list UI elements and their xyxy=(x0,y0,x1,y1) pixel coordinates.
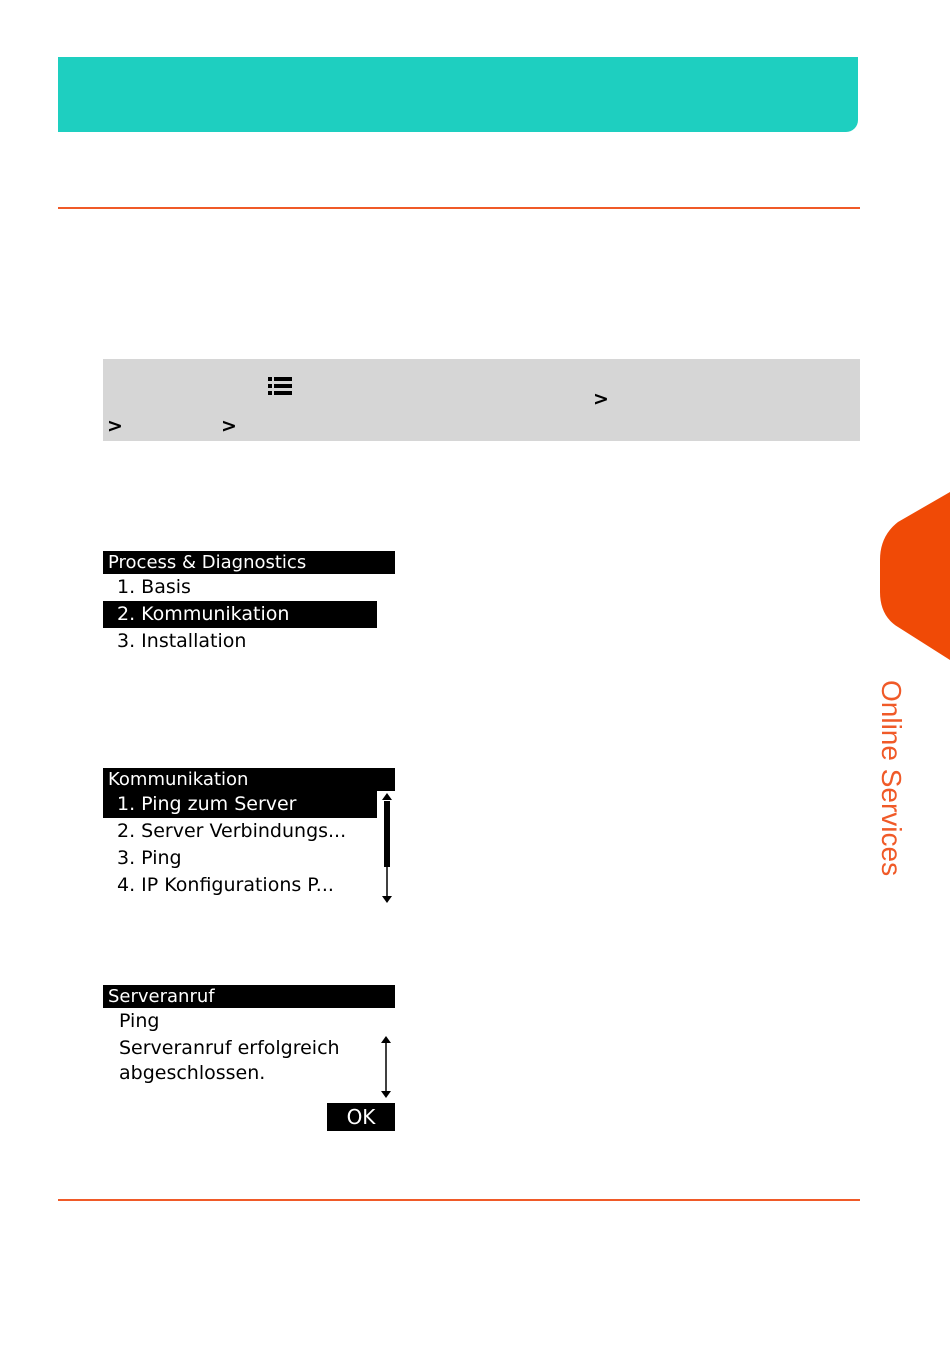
lcd-screen-serveranruf xyxy=(103,985,395,1084)
list-icon xyxy=(268,377,292,395)
scrollbar[interactable] xyxy=(381,793,393,903)
menu-item[interactable]: 4. IP Konfigurations P... xyxy=(117,874,334,896)
status-message: Serveranruf erfolgreich xyxy=(119,1037,340,1059)
lcd-screen-process-diagnostics xyxy=(103,551,395,655)
status-message-cont: abgeschlossen. xyxy=(119,1062,266,1084)
menu-item[interactable]: 3. Installation xyxy=(117,630,247,652)
menu-item[interactable]: 2. Server Verbindungs... xyxy=(117,820,347,842)
lcd-screen-kommunikation xyxy=(103,768,395,899)
screen-title: Kommunikation xyxy=(103,768,395,791)
nav-separator: > xyxy=(593,388,609,410)
chapter-label xyxy=(877,680,917,900)
menu-item-selected[interactable]: 2. Kommunikation xyxy=(103,601,377,628)
chapter-label-text: Online Services xyxy=(876,680,907,877)
chapter-tab-shape xyxy=(880,492,950,660)
top-divider xyxy=(58,207,860,209)
screen-title: Serveranruf xyxy=(103,985,395,1008)
ok-button[interactable]: OK xyxy=(327,1103,395,1131)
menu-item-selected[interactable]: 1. Ping zum Server xyxy=(103,791,377,818)
menu-item[interactable]: 3. Ping xyxy=(117,847,182,869)
status-heading: Ping xyxy=(119,1010,160,1032)
header-bar xyxy=(58,57,858,132)
scrollbar[interactable] xyxy=(380,1036,392,1098)
bottom-divider xyxy=(58,1199,860,1201)
nav-separator: > xyxy=(107,415,123,437)
screen-title: Process & Diagnostics xyxy=(103,551,395,574)
menu-item[interactable]: 1. Basis xyxy=(117,576,191,598)
nav-separator: > xyxy=(221,415,237,437)
navigation-path-box xyxy=(103,359,860,441)
